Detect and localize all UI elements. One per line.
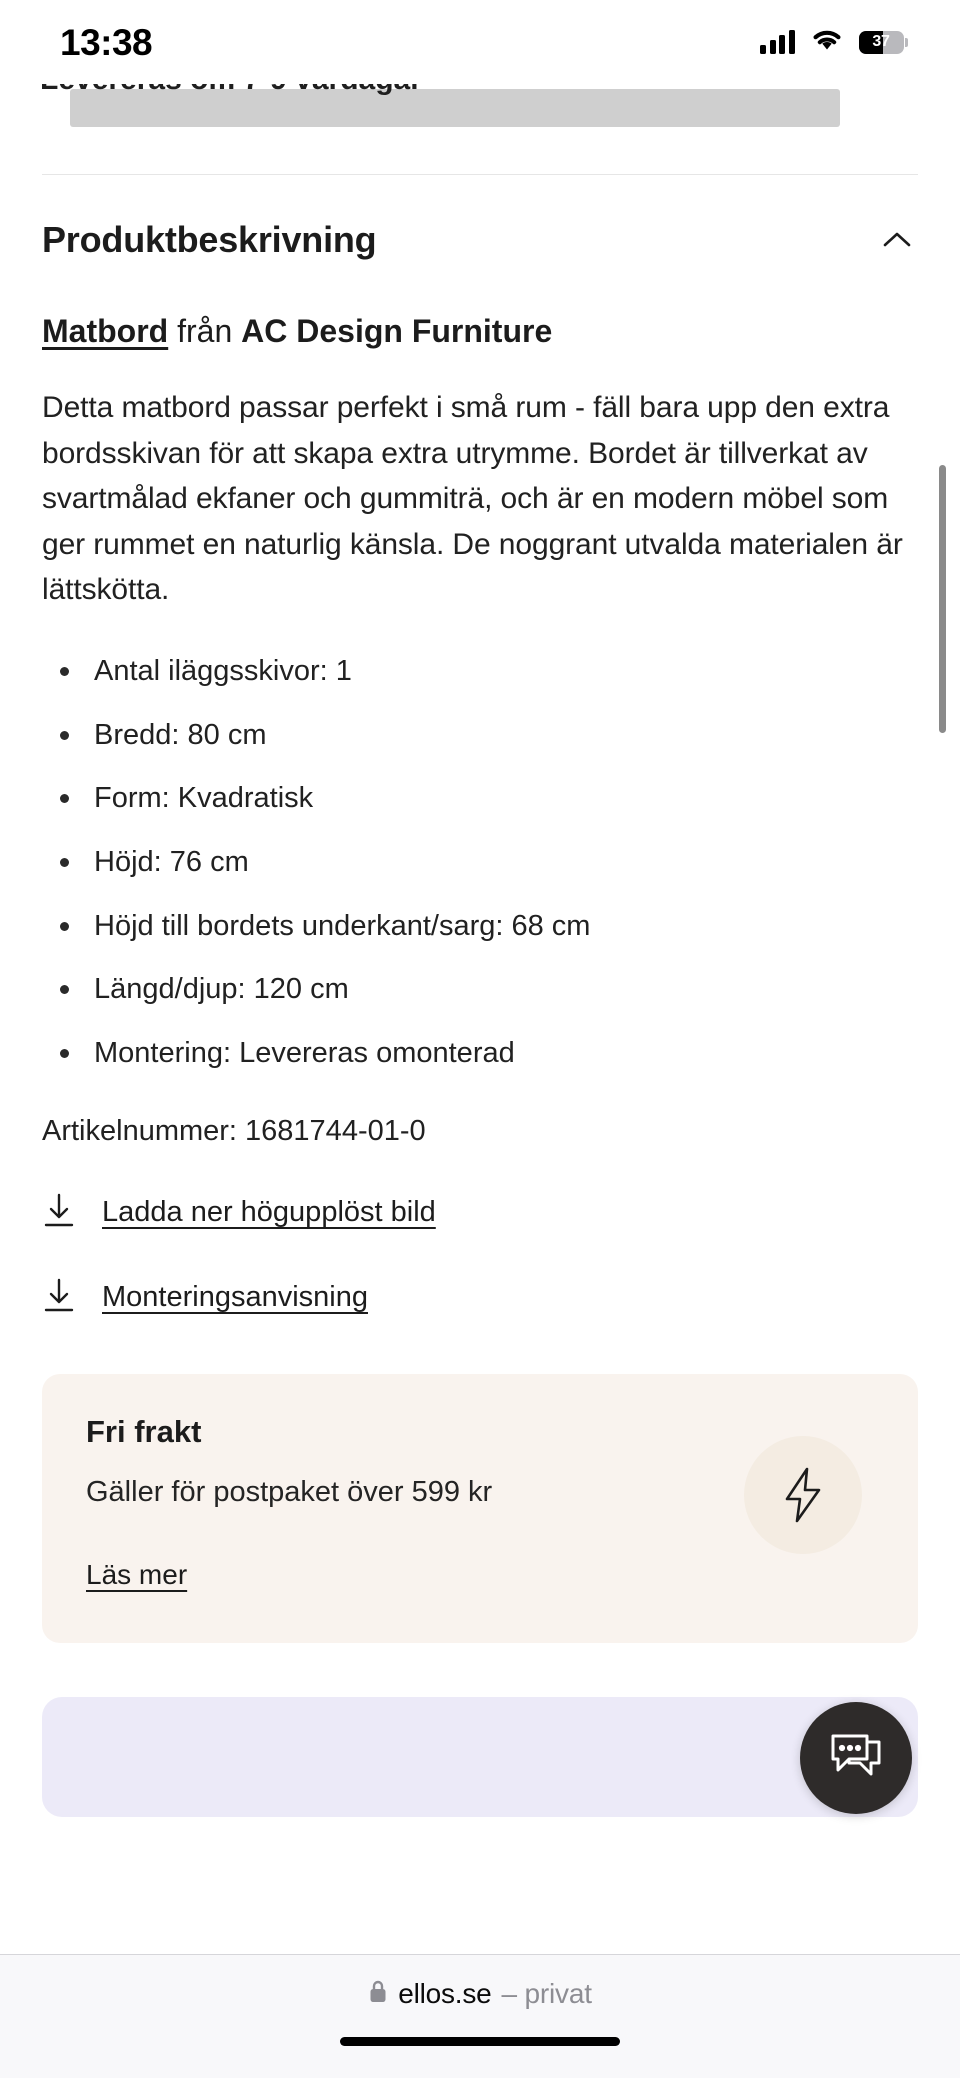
list-item: Längd/djup: 120 cm bbox=[42, 971, 918, 1009]
home-indicator bbox=[340, 2037, 620, 2046]
product-brand: AC Design Furniture bbox=[241, 313, 553, 349]
download-image-link[interactable] bbox=[0, 1148, 960, 1233]
status-bar bbox=[0, 0, 960, 84]
product-spec-list bbox=[0, 613, 960, 1073]
cellular-signal-icon bbox=[760, 30, 795, 54]
download-arrow-icon bbox=[42, 1277, 76, 1318]
address-bar-host: ellos.se bbox=[398, 1978, 492, 2009]
address-bar-mode: – privat bbox=[501, 1978, 592, 2009]
download-arrow-icon bbox=[42, 1192, 76, 1233]
promo-title: Fri frakt bbox=[86, 1413, 202, 1449]
list-item: Form: Kvadratisk bbox=[42, 780, 918, 818]
list-item: Antal iläggsskivor: 1 bbox=[42, 653, 918, 691]
chat-support-button[interactable] bbox=[800, 1702, 912, 1814]
chat-bubbles-icon bbox=[827, 1730, 885, 1787]
browser-bottom-bar bbox=[0, 1954, 960, 2078]
read-more-link[interactable]: Läs mer bbox=[86, 1558, 188, 1590]
promo-subtitle: Gäller för postpaket över 599 kr bbox=[86, 1475, 493, 1508]
list-item: Montering: Levereras omonterad bbox=[42, 1035, 918, 1073]
page-title: Produktbeskrivning bbox=[42, 219, 377, 260]
status-bar-indicators bbox=[760, 28, 908, 57]
download-image-label: Ladda ner högupplöst bild bbox=[102, 1195, 436, 1228]
next-promo-card bbox=[42, 1697, 918, 1817]
article-number: Artikelnummer: 1681744-01-0 bbox=[42, 1114, 426, 1147]
battery-icon bbox=[859, 31, 909, 54]
product-preposition: från bbox=[177, 313, 233, 349]
assembly-instruction-label: Monteringsanvisning bbox=[102, 1280, 368, 1313]
address-bar[interactable] bbox=[0, 1955, 960, 2033]
wifi-icon bbox=[811, 28, 843, 57]
delivery-info-clipped bbox=[0, 84, 960, 146]
product-description-header[interactable] bbox=[0, 175, 960, 261]
list-item: Höjd till bordets underkant/sarg: 68 cm bbox=[42, 908, 918, 946]
lightning-bolt-icon bbox=[744, 1436, 862, 1554]
product-description-text: Detta matbord passar perfekt i små rum - fäll bara upp den extra bordsskivan för att skapa extra utrymme. Bordet är tillverkat av svartmålad ekfaner och gummiträ, och är en modern möbel som ger rummet en naturlig känsla. De noggrant utvalda materialen är lättskötta. bbox=[42, 391, 903, 607]
free-shipping-card bbox=[42, 1374, 918, 1643]
list-item: Höjd: 76 cm bbox=[42, 844, 918, 882]
page-scrollbar[interactable] bbox=[939, 465, 946, 733]
chevron-up-icon[interactable] bbox=[878, 221, 916, 259]
product-name-link[interactable]: Matbord bbox=[42, 313, 169, 349]
product-heading bbox=[0, 261, 960, 351]
battery-percent: 37 bbox=[872, 33, 890, 50]
status-bar-time: 13:38 bbox=[60, 21, 153, 63]
assembly-instruction-link[interactable] bbox=[0, 1233, 960, 1318]
page-content bbox=[0, 84, 960, 1954]
lock-icon bbox=[368, 1979, 388, 2009]
list-item: Bredd: 80 cm bbox=[42, 717, 918, 755]
